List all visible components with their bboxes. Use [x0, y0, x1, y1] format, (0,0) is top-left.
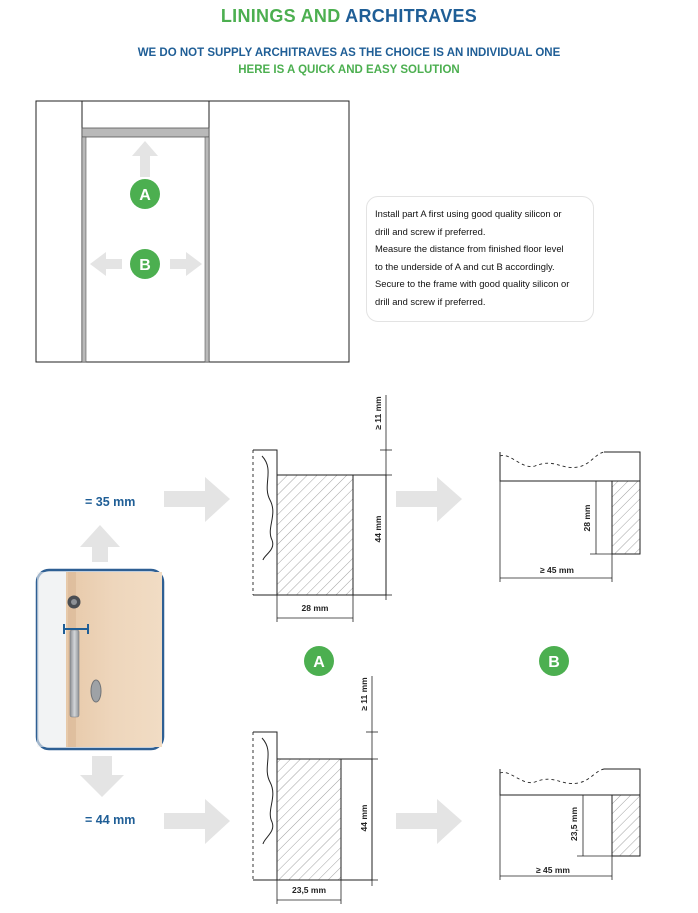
arrow-right-icon [164, 477, 230, 522]
dim-top-a-gap: ≥ 11 mm [373, 396, 383, 430]
door-frame-elevation [36, 101, 349, 362]
thickness-44-label: = 44 mm [85, 813, 136, 827]
instruction-line: drill and screw if preferred. [375, 295, 486, 307]
arrow-up-icon [80, 525, 120, 562]
jamb-right [205, 137, 209, 362]
head-lining-a [82, 128, 209, 137]
instruction-line: to the underside of A and cut B accordingly. [375, 260, 555, 272]
instruction-line: Install part A first using good quality silicon or [375, 208, 562, 219]
instruction-line: Secure to the frame with good quality silicon or [375, 278, 570, 290]
badge-b-label: B [548, 654, 560, 671]
section-b-35mm [500, 452, 640, 582]
arrow-right-icon [164, 799, 230, 844]
door-edge-photo [37, 570, 163, 749]
instruction-line: drill and screw if preferred. [375, 225, 486, 237]
thickness-35-label: = 35 mm [85, 495, 136, 509]
dim-top-a-width: 28 mm [301, 603, 329, 613]
jamb-left [82, 137, 86, 362]
instruction-line: Measure the distance from finished floor level [375, 243, 564, 255]
dim-bot-b-height: 23,5 mm [569, 806, 579, 842]
title-part-2: ARCHITRAVES [345, 6, 478, 26]
title-part-1: LININGS AND [220, 6, 341, 26]
dim-bot-a-width: 23,5 mm [291, 885, 327, 895]
dim-top-b-height: 28 mm [582, 504, 592, 532]
section-a-35mm [253, 395, 392, 622]
dim-bot-a-height: 44 mm [359, 804, 369, 832]
badge-b-small-label: B [139, 257, 151, 274]
arrow-down-icon [80, 756, 124, 797]
dim-top-b-width: ≥ 45 mm [540, 565, 574, 575]
badge-a-label: A [313, 654, 325, 671]
dim-top-a-height: 44 mm [373, 515, 383, 543]
dim-bot-b-width: ≥ 45 mm [536, 865, 570, 875]
arrow-right-icon [396, 799, 462, 844]
arrow-right-icon [396, 477, 462, 522]
instructions-box [366, 196, 594, 322]
subtitle-line-1: WE DO NOT SUPPLY ARCHITRAVES AS THE CHOICE IS AN INDIVIDUAL ONE [137, 47, 561, 59]
badge-a-small-label: A [139, 187, 151, 204]
subtitle-line-2: HERE IS A QUICK AND EASY SOLUTION [238, 64, 460, 76]
dim-bot-a-gap: ≥ 11 mm [359, 677, 369, 711]
